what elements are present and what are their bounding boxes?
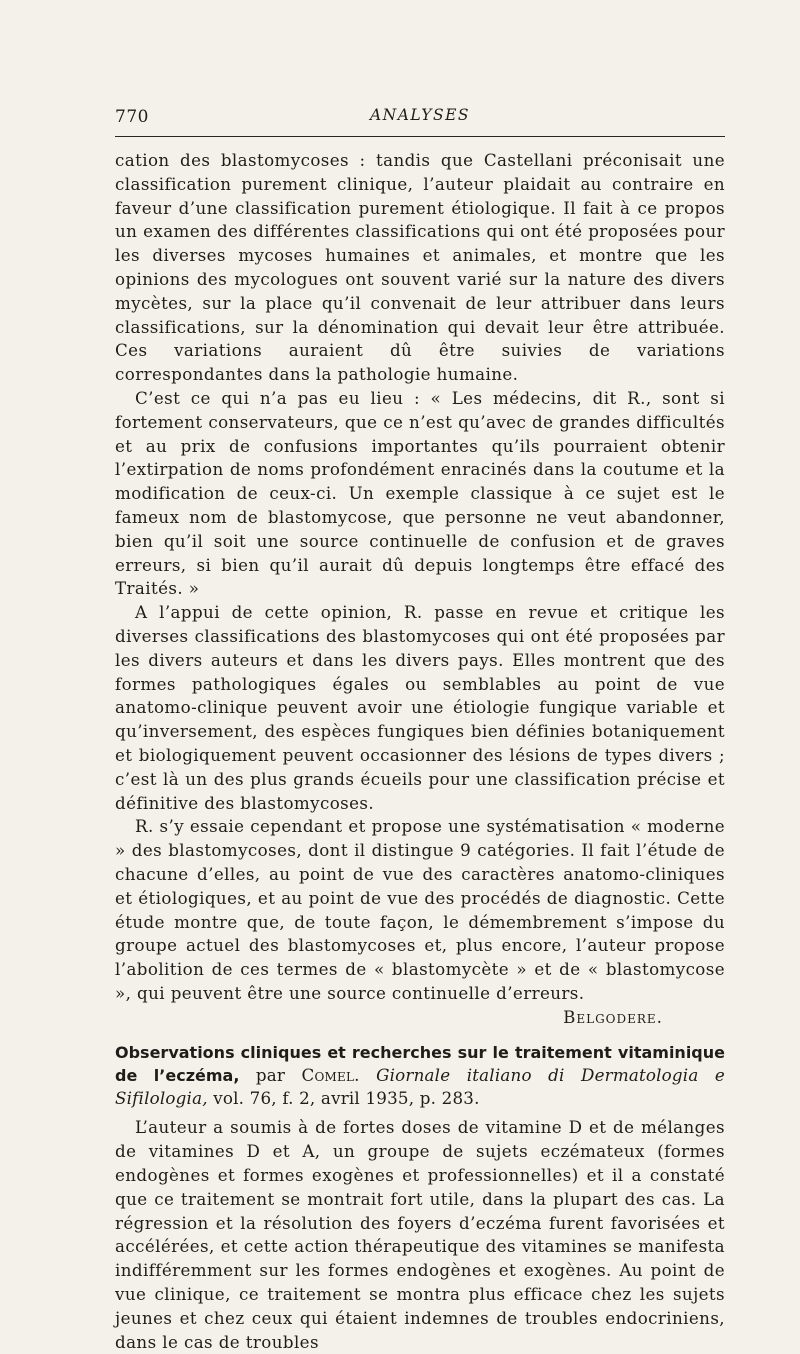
header-rule (115, 136, 725, 137)
journal-name: Giornale italiano di Dermatologia e Sifilologia, (115, 1065, 725, 1109)
article-author: Comel. (301, 1065, 360, 1086)
body-text (115, 149, 725, 1354)
paragraph: C’est ce qui n’a pas eu lieu : « Les médecins, dit R., sont si fortement conservateurs, que ce n’est qu’avec de grandes difficultés et au prix de confusions importantes qu’ils pourraient obtenir l’extirpation de noms profondément enracinés dans la coutume et la modification de ceux-ci. Un exemple classique à ce sujet est le fameux nom de blastomycose, que personne ne veut abandonner, bien qu’il soit une source continuelle de confusion et de graves erreurs, si bien qu’il aurait dû depuis longtemps être effacé des Traités. » (115, 387, 725, 599)
by-prefix: par (255, 1065, 286, 1086)
paragraph: cation des blastomycoses : tandis que Castellani préconisait une classification purement clinique, l’auteur plaidait au contraire en faveur d’une classification purement étiologique. Il fait à ce propos un examen des différentes classifications qui ont été proposées pour les diverses mycoses humaines et animales, et montre que les opinions des mycologues ont souvent varié sur la nature des divers mycètes, sur la place qu’il convenait de leur attribuer dans leurs classifications, sur la dénomination qui devait leur être attribuée. Ces variations auraient dû être suivies de variations correspondantes dans la pathologie humaine. (115, 150, 725, 385)
signature: Belgodere. (563, 1006, 663, 1027)
page (115, 104, 725, 1354)
running-head (115, 104, 725, 134)
page-number: 770 (115, 107, 149, 127)
paragraph-with-signature (115, 815, 725, 1029)
citation: vol. 76, f. 2, avril 1935, p. 283. (213, 1088, 480, 1109)
article-heading (115, 1041, 725, 1110)
article-title: Observations cliniques et recherches sur le traitement vitaminique de l’eczéma, (115, 1043, 725, 1086)
paragraph: A l’appui de cette opinion, R. passe en revue et critique les diverses classifications des blastomycoses qui ont été proposées par les divers auteurs et dans les divers pays. Elles montrent que des formes pathologiques égales ou semblables au point de vue anatomo-clinique peuvent avoir une étiologie fungique variable et qu’inversement, des espèces fungiques bien définies botaniquement et biologiquement peuvent occasionner des lésions de types divers ; c’est là un des plus grands écueils pour une classification précise et définitive des blastomycoses. (115, 602, 725, 813)
paragraph-text: R. s’y essaie cependant et propose une systématisation « moderne » des blastomycoses, dont il distingue 9 catégories. Il fait l’étude de chacune d’elles, au point de vue des caractères anatomo-cliniques et étiologiques, et au point de vue des procédés de diagnostic. Cette étude montre que, de toute façon, le démembrement s’impose du groupe actuel des blastomycoses et, plus encore, l’auteur propose l’abolition de ces termes de « blastomycète » et de « blastomycose », qui peuvent être une source continuelle d’erreurs. (115, 816, 725, 1003)
paragraph: L’auteur a soumis à de fortes doses de vitamine D et de mélanges de vitamines D et A, un groupe de sujets eczémateux (formes endogènes et formes exogènes et professionnelles) et il a constaté que ce traitement se montrait fort utile, dans la plupart des cas. La régression et la résolution des foyers d’eczéma furent favorisées et accélérées, et cette action thérapeutique des vitamines se manifesta indifféremment sur les formes endogènes et exogènes. Au point de vue clinique, ce traitement se montra plus efficace chez les sujets jeunes et chez ceux qui étaient indemnes de troubles endocriniens, dans le cas de troubles (115, 1117, 725, 1352)
running-title: ANALYSES (369, 106, 471, 124)
